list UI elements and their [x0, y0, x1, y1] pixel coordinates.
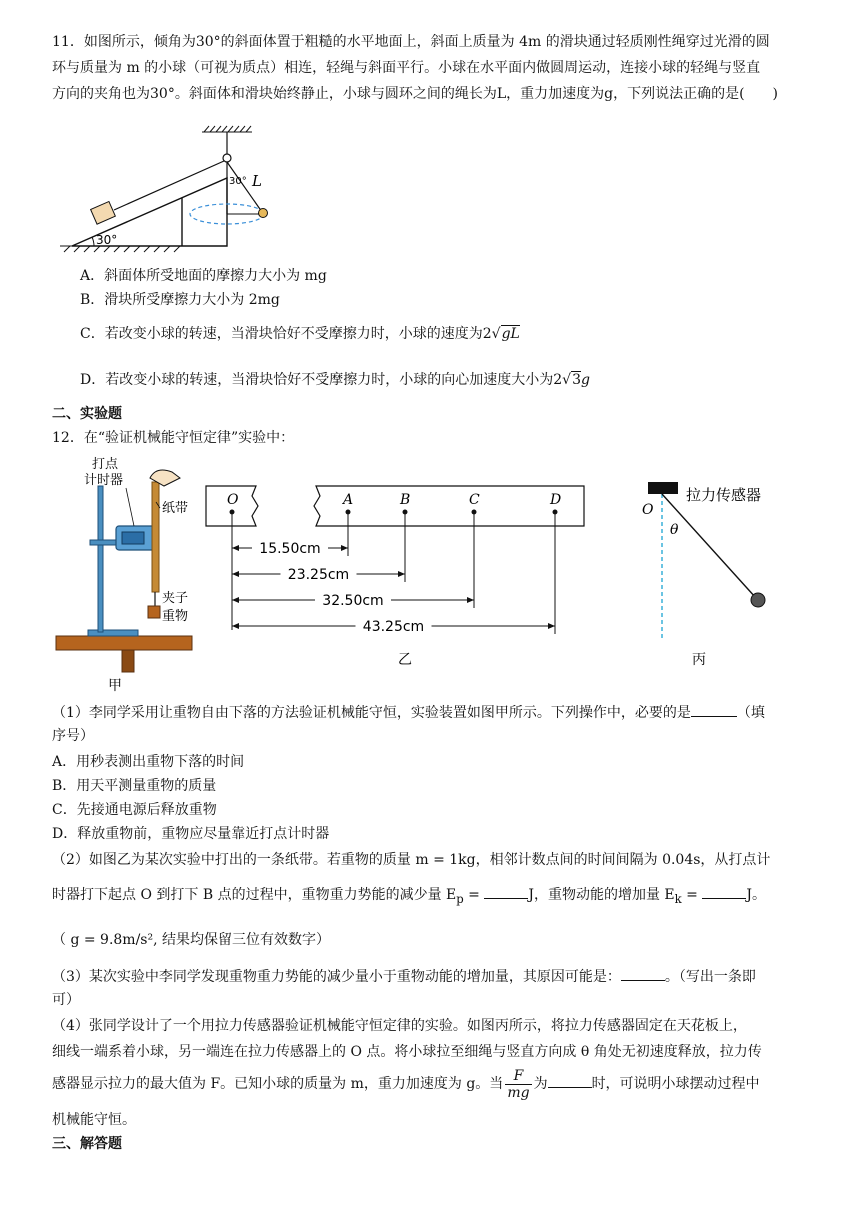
q12-p1-text-tail: （填	[736, 705, 765, 721]
table-top	[56, 636, 192, 650]
q12-p2-eq-1: =	[463, 887, 485, 903]
q11-option-a: A．斜面体所受地面的摩擦力大小为 mg	[80, 268, 327, 284]
rope-length-label: L	[252, 172, 262, 190]
q12-p4-text-tail: 时，可说明小球摆动过程中	[591, 1076, 760, 1092]
q11-option-c-text: C．若改变小球的转速，当滑块恰好不受摩擦力时，小球的速度为	[80, 326, 483, 342]
q12-intro: 12．在“验证机械能守恒定律”实验中：	[52, 430, 295, 446]
q11-option-d-radicand: 3	[572, 372, 581, 388]
caption-bing: 丙	[692, 652, 706, 668]
tape-point-label-o: O	[227, 492, 239, 508]
tape-dot-b	[403, 510, 408, 515]
distance-label-2: 23.25cm	[287, 567, 350, 583]
distance-arrow-icon	[548, 623, 555, 629]
section-3-title: 三、解答题	[52, 1136, 122, 1152]
pendulum-string	[662, 494, 756, 598]
q12-p3-text-tail: 。（写出一条即	[664, 969, 756, 985]
angle-label-theta: θ	[670, 522, 679, 538]
q12-p4-line-1: （4）张同学设计了一个用拉力传感器验证机械能守恒定律的实验。如图丙所示，将拉力传感器固定在天花板上，	[52, 1018, 747, 1034]
q12-p2-ek-blank[interactable]	[702, 884, 746, 899]
q12-p1-option-a: A．用秒表测出重物下落的时间	[52, 754, 245, 770]
tape-dot-d	[553, 510, 558, 515]
tape-point-label-d: D	[550, 492, 562, 508]
q11-option-c-radicand: gL	[501, 326, 520, 342]
distance-arrow-icon	[398, 571, 405, 577]
q12-p2-ep-blank[interactable]	[484, 884, 528, 899]
tape-point-label-c: C	[469, 492, 480, 508]
ceiling-hatch	[202, 126, 252, 132]
pivot-label-o: O	[642, 502, 654, 518]
q12-p1-line-2: 序号）	[52, 728, 94, 744]
distance-label-3: 32.50cm	[322, 593, 384, 609]
tape-point-label-b: B	[400, 492, 411, 508]
q12-p1-line-1	[52, 702, 765, 723]
incline-angle-label: 30°	[96, 233, 118, 247]
q12-p2-eq-2: =	[681, 887, 703, 903]
label-clip: 夹子	[162, 591, 189, 606]
q12-p2-unit-1: J，重物动能的增加量 E	[528, 887, 675, 903]
label-tape: 纸带	[162, 501, 189, 516]
ring-circle	[223, 154, 231, 162]
distance-arrow-icon	[232, 545, 239, 551]
q12-p3-text: （3）某次实验中李同学发现重物重力势能的减少量小于重物动能的增加量，其原因可能是：	[52, 969, 621, 985]
paper-tape	[152, 482, 159, 592]
tape-dot-c	[472, 510, 477, 515]
q12-p1-answer-blank[interactable]	[691, 702, 737, 717]
q11-incline-figure	[52, 118, 292, 258]
fig-bing-pendulum	[640, 478, 810, 678]
q12-p3-line-1	[52, 966, 756, 987]
q12-p2-line-1: （2）如图乙为某次实验中打出的一条纸带。若重物的质量 m = 1kg，相邻计数点间的时间间隔为 0.04s，从打点计	[52, 852, 771, 868]
caption-jia: 甲	[108, 678, 122, 694]
q11-option-b: B．滑块所受摩擦力大小为 2mg	[80, 292, 280, 308]
label-timer-2: 计时器	[84, 473, 124, 488]
q12-p1-option-d: D．释放重物前，重物应尽量靠近打点计时器	[52, 826, 330, 842]
label-timer-1: 打点	[92, 457, 119, 472]
tape-point-label-a: A	[343, 492, 354, 508]
label-weight: 重物	[162, 609, 189, 624]
rope-angle-label: 30°	[229, 176, 247, 187]
q12-p4-text-wei: 为	[533, 1076, 548, 1092]
q11-text-line-1: 11．如图所示，倾角为30°的斜面体置于粗糙的水平地面上，斜面上质量为 4m 的滑块通过轻质刚性绳穿过光滑的圆	[52, 34, 770, 50]
q12-p4-line-4: 机械能守恒。	[52, 1112, 136, 1128]
q12-p4-answer-blank[interactable]	[548, 1073, 592, 1088]
q12-p1-option-b: B．用天平测量重物的质量	[52, 778, 217, 794]
distance-arrow-icon	[232, 597, 239, 603]
q12-p4-text: 感器显示拉力的最大值为 F。已知小球的质量为 m，重力加速度为 g。当	[52, 1076, 504, 1092]
fraction-numerator: F	[505, 1068, 531, 1085]
distance-label-1: 15.50cm	[259, 541, 321, 557]
q11-text-line-2: 环与质量为 m 的小球（可视为质点）相连，轻绳与斜面平行。小球在水平面内做圆周运动，连接小球的轻绳与竖直	[52, 60, 761, 76]
distance-arrow-icon	[467, 597, 474, 603]
pendulum-ball	[751, 593, 765, 607]
q11-option-d-text: D．若改变小球的转速，当滑块恰好不受摩擦力时，小球的向心加速度大小为	[80, 372, 554, 388]
slider-block	[91, 201, 116, 224]
stand-pole	[98, 486, 103, 632]
q11-option-d: D．若改变小球的转速，当滑块恰好不受摩擦力时，小球的向心加速度大小为2√3g	[80, 372, 590, 388]
q11-text-line-3: 方向的夹角也为30°。斜面体和滑块始终静止，小球与圆环之间的绳长为L，重力加速度为g，下列说法正确的是( )	[52, 86, 778, 102]
q12-p2-line-2	[52, 884, 766, 909]
q11-option-d-tail: g	[581, 372, 590, 388]
q12-p3-line-2: 可）	[52, 992, 80, 1008]
fraction-denominator: mg	[507, 1084, 530, 1101]
section-2-title: 二、实验题	[52, 406, 122, 422]
q11-option-c-coef: 2	[482, 326, 492, 342]
q12-p2-sub-p: p	[456, 891, 464, 906]
force-sensor-block	[648, 482, 678, 494]
q12-p2-line-3: （ g = 9.8m/s², 结果均保留三位有效数字）	[52, 932, 330, 948]
tape-dot-a	[346, 510, 351, 515]
distance-arrow-icon	[232, 623, 239, 629]
q12-p4-line-2: 细线一端系着小球，另一端连在拉力传感器上的 O 点。将小球拉至细绳与竖直方向成 θ 角处无初速度释放，拉力传	[52, 1044, 762, 1060]
q12-p1-text: （1）李同学采用让重物自由下落的方法验证机械能守恒，实验装置如图甲所示。下列操作中，必要的是	[52, 705, 691, 721]
ball	[259, 209, 268, 218]
q12-p3-answer-blank[interactable]	[621, 966, 665, 981]
fig-jia-apparatus	[52, 456, 202, 696]
q12-p2-sub-k: k	[674, 891, 682, 906]
fraction-f-over-mg	[505, 1068, 531, 1101]
q12-p1-option-c: C．先接通电源后释放重物	[52, 802, 217, 818]
q11-option-d-coef: 2	[553, 372, 563, 388]
distance-arrow-icon	[341, 545, 348, 551]
distance-arrow-icon	[232, 571, 239, 577]
weight-block	[148, 606, 160, 618]
q12-p4-line-3	[52, 1066, 760, 1102]
force-sensor-label: 拉力传感器	[686, 486, 762, 504]
tape-dot-o	[230, 510, 235, 515]
q12-p2-text: 时器打下起点 O 到打下 B 点的过程中，重物重力势能的减少量 E	[52, 887, 457, 903]
caption-yi: 乙	[398, 652, 412, 668]
q12-p2-unit-2: J。	[746, 887, 766, 903]
distance-label-4: 43.25cm	[362, 619, 425, 635]
fig-yi-tape	[200, 470, 595, 670]
q11-option-c: C．若改变小球的转速，当滑块恰好不受摩擦力时，小球的速度为2√gL	[80, 326, 520, 342]
